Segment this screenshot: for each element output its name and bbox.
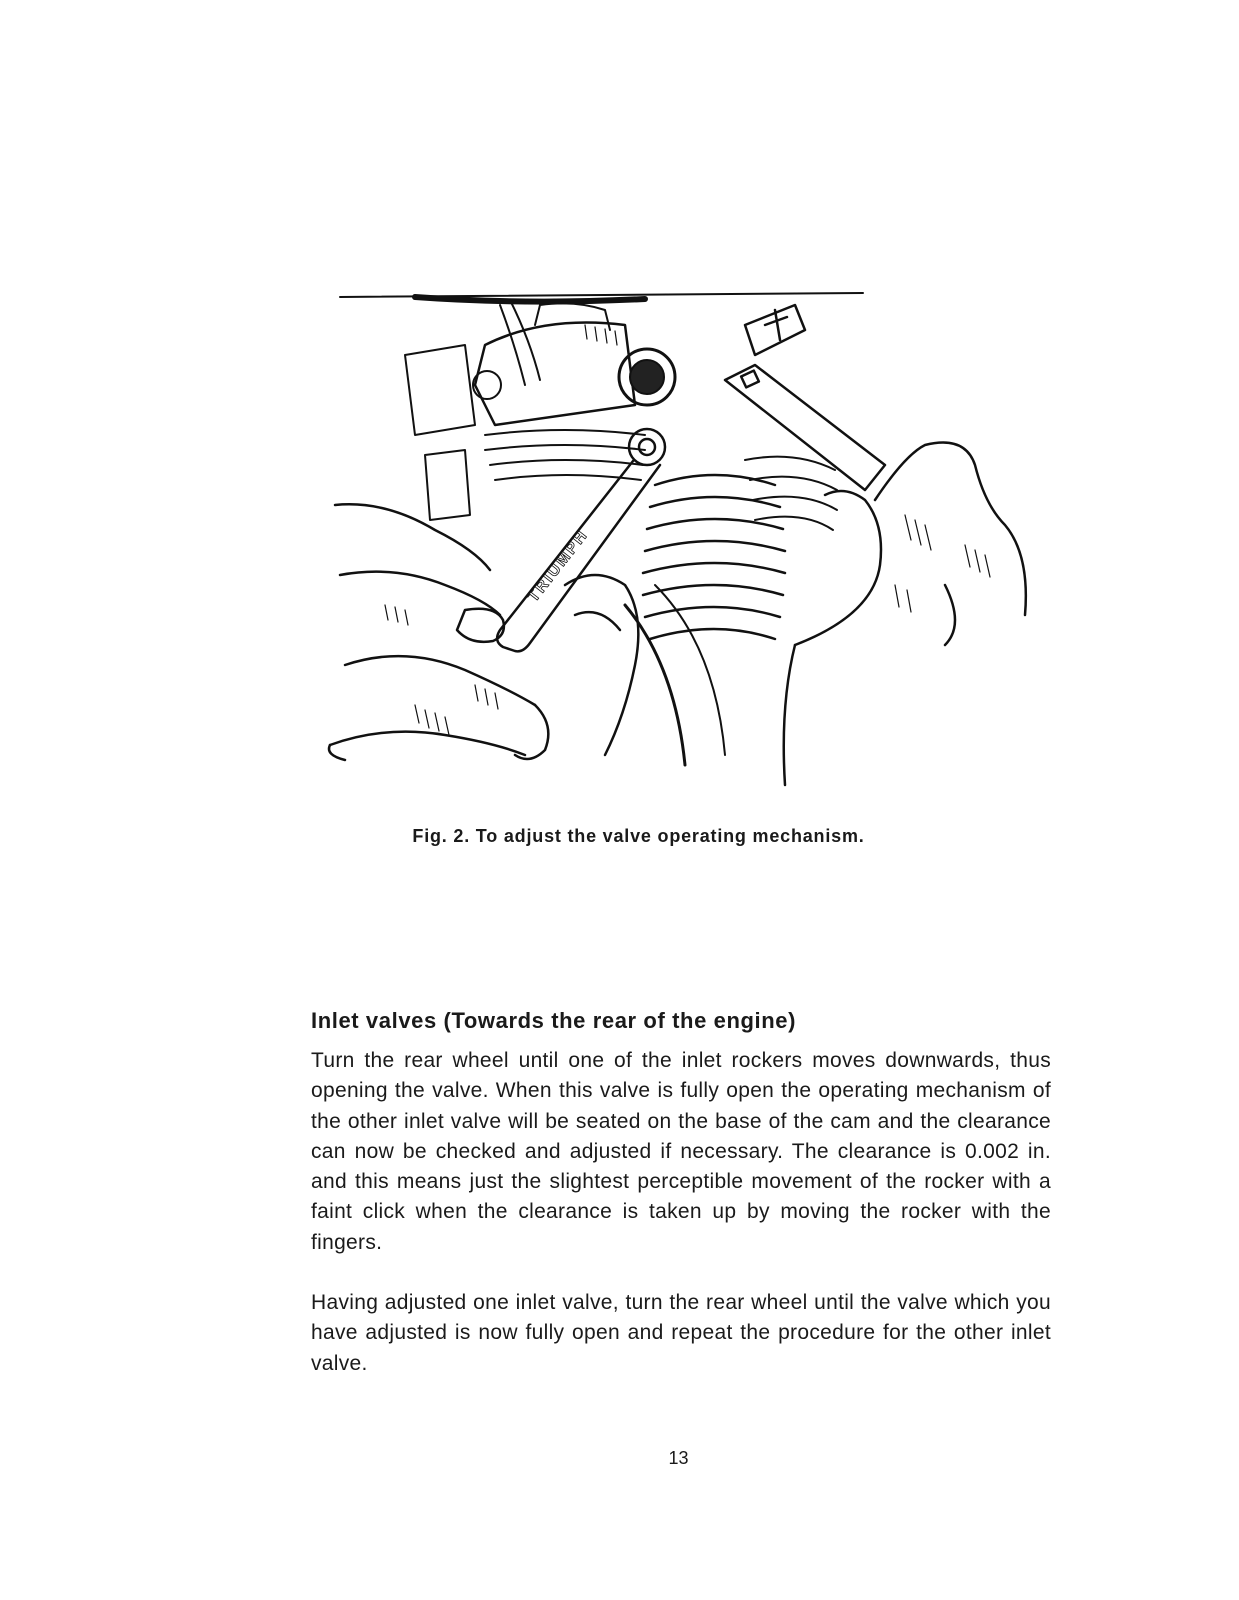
- engine-illustration: [325, 285, 1045, 795]
- page-number: 13: [668, 1448, 689, 1468]
- paragraph-2: Having adjusted one inlet valve, turn the rear wheel until the valve which you have adjusted is now fully open and repeat the procedure for the other inlet valve.: [311, 1291, 1051, 1375]
- section-heading: Inlet valves (Towards the rear of the engine): [311, 1008, 797, 1033]
- inlet-valves-section: [311, 1008, 1051, 1379]
- wrench-marking: TRIUMPH: [524, 526, 592, 606]
- paragraph-1: Turn the rear wheel until one of the inlet rockers moves downwards, thus opening the valve. When this valve is fully open the operating mechanism of the other inlet valve will be seated on the base of the cam and the clearance can now be checked and adjusted if necessary. The clearance is 0.002 in. and this means just the slightest perceptible movement of the rocker with a faint click when the clearance is taken up by moving the rocker with the fingers.: [311, 1049, 1051, 1254]
- figure-caption: Fig. 2. To adjust the valve operating mechanism.: [412, 826, 865, 846]
